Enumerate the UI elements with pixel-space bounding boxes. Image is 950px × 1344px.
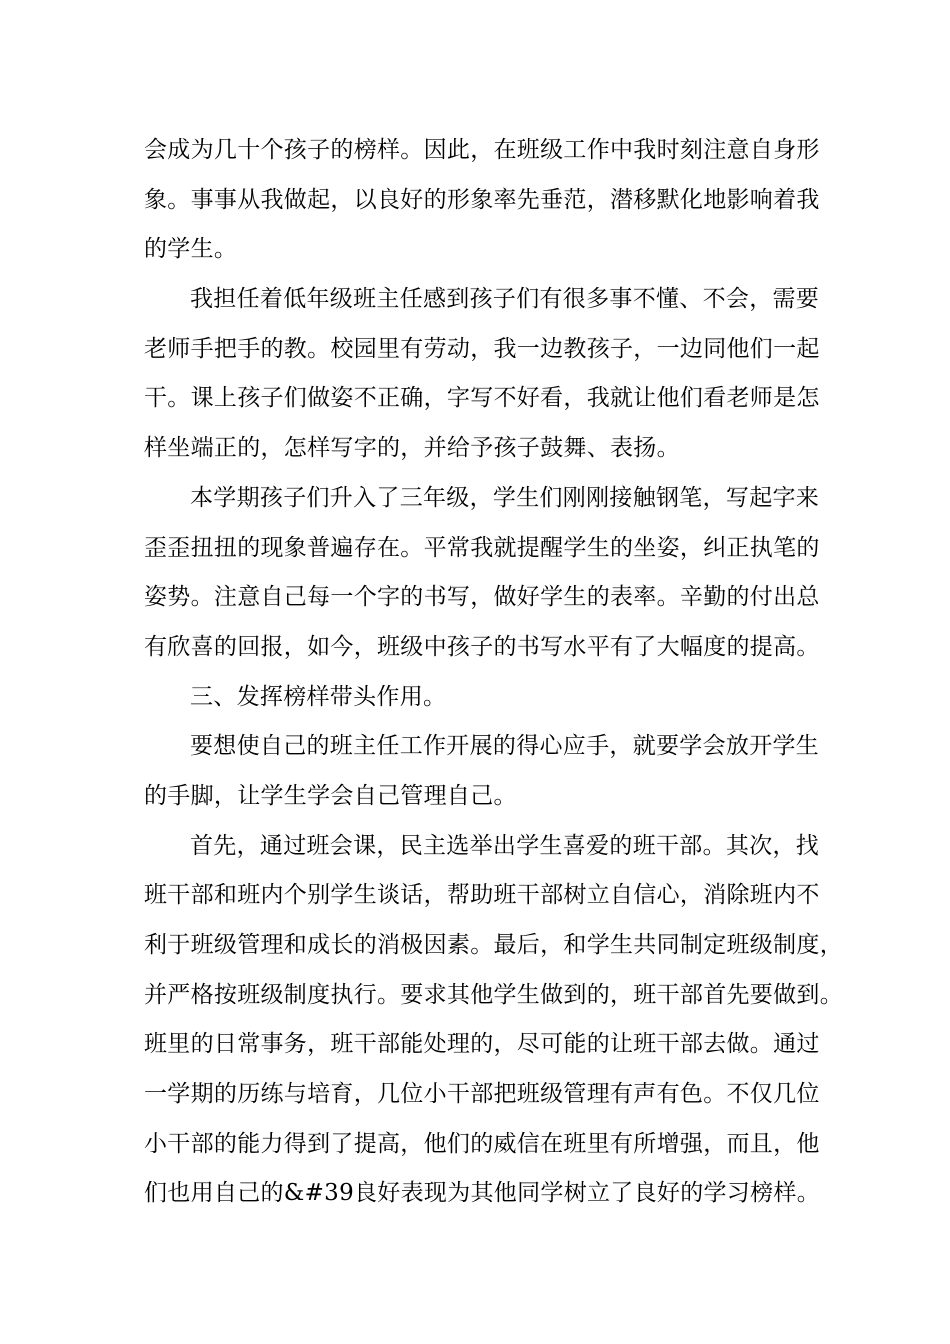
paragraph-start-line: 首先，通过班会课，民主选举出学生喜爱的班干部。其次，找 [190,832,820,859]
text-line: 姿势。注意自己每一个字的书写，做好学生的表率。辛勤的付出总 [144,584,820,611]
text-line: 样坐端正的，怎样写字的，并给予孩子鼓舞、表扬。 [144,435,680,462]
text-line: 小干部的能力得到了提高，他们的威信在班里有所增强，而且，他 [144,1130,820,1157]
text-line: 利于班级管理和成长的消极因素。最后，和学生共同制定班级制度， [144,932,843,958]
text-line: 的手脚，让学生学会自己管理自己。 [144,782,517,809]
text-line: 们也用自己的&#39良好表现为其他同学树立了良好的学习榜样。 [144,1180,821,1207]
paragraph-start-line: 本学期孩子们升入了三年级，学生们刚刚接触钢笔，写起字来 [190,484,820,511]
text-line: 并严格按班级制度执行。要求其他学生做到的，班干部首先要做到。 [144,981,843,1008]
text-line: 老师手把手的教。校园里有劳动，我一边教孩子，一边同他们一起 [144,335,820,362]
text-line: 有欣喜的回报，如今，班级中孩子的书写水平有了大幅度的提高。 [144,633,820,660]
text-line: 会成为几十个孩子的榜样。因此，在班级工作中我时刻注意自身形 [144,137,820,163]
text-line: 班里的日常事务，班干部能处理的，尽可能的让班干部去做。通过 [144,1031,820,1058]
text-line: 象。事事从我做起，以良好的形象率先垂范，潜移默化地影响着我 [144,186,820,213]
paragraph-start-line: 要想使自己的班主任工作开展的得心应手，就要学会放开学生 [190,733,820,760]
text-line: 干。课上孩子们做姿不正确，字写不好看，我就让他们看老师是怎 [144,385,820,412]
text-line: 歪歪扭扭的现象普遍存在。平常我就提醒学生的坐姿，纠正执笔的 [144,534,820,561]
text-line: 一学期的历练与培育，几位小干部把班级管理有声有色。不仅几位 [144,1081,820,1108]
text-line: 的学生。 [144,236,238,263]
text-line: 班干部和班内个别学生谈话，帮助班干部树立自信心，消除班内不 [144,882,820,909]
section-heading: 三、发挥榜样带头作用。 [190,683,447,710]
paragraph-start-line: 我担任着低年级班主任感到孩子们有很多事不懂、不会，需要 [190,286,820,313]
document-body [144,126,843,1219]
